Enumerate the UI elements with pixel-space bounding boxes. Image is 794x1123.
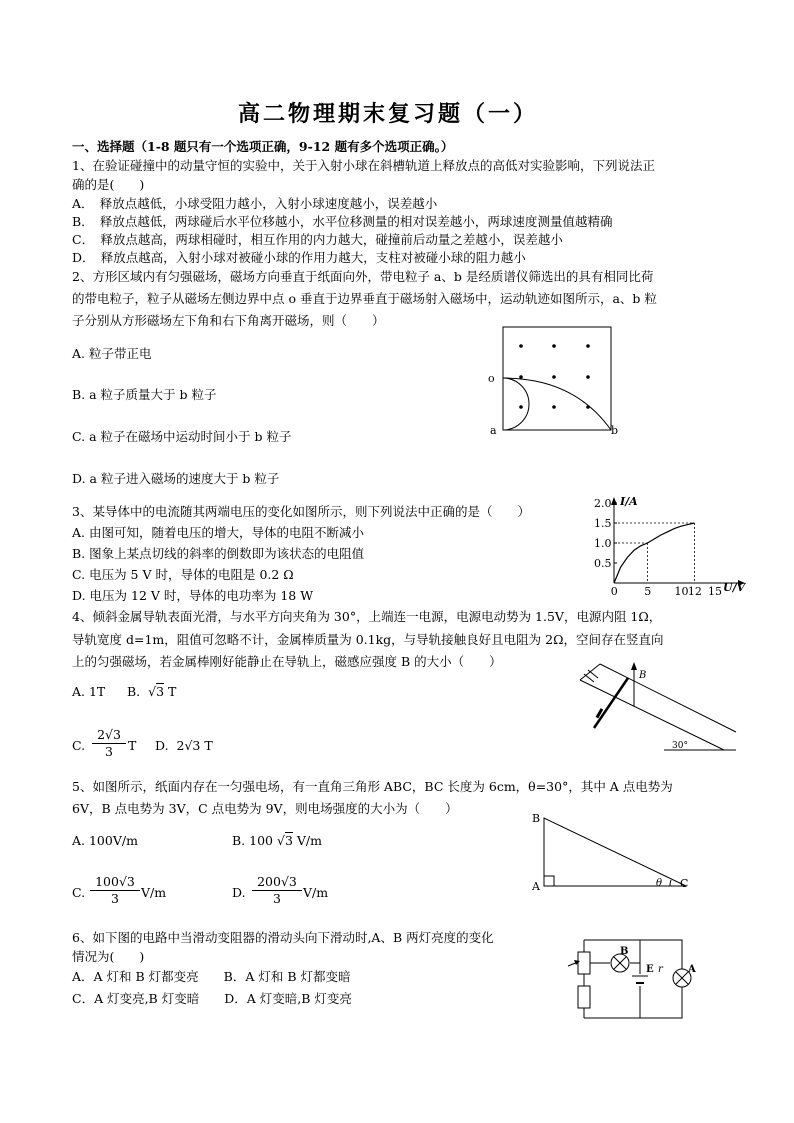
q5-option-c-fraction (90, 874, 140, 907)
q6-options-cd: C．A 灯变亮,B 灯变暗 D．A 灯变暗,B 灯变亮 (72, 991, 352, 1006)
fig-label-a: a (490, 424, 497, 437)
q3-option-b: B. 图象上某点切线的斜率的倒数即为该状态的电阻值 (72, 546, 365, 561)
fig-label-b: b (611, 424, 619, 437)
q4-option-b (127, 683, 176, 701)
q4-option-c-prefix: C. (72, 738, 86, 753)
q1-option-b: B． 释放点越低，两球碰后水平位移越小，水平位移测量的相对误差越小，两球速度测量值越精确 (72, 214, 613, 229)
magnetic-field-figure (484, 322, 624, 437)
x-axis-label: U/V (723, 581, 746, 594)
q2-option-a: A. 粒子带正电 (72, 346, 152, 361)
x-tick-label: 5 (644, 585, 652, 598)
q2-stem-line1: 2、方形区域内有匀强磁场，磁场方向垂直于纸面向外，带电粒子 a、b 是经质谱仪筛选出的具有相同比荷 (72, 269, 654, 284)
x-tick-label: 10 (674, 585, 689, 598)
q5-option-c-denominator: 3 (90, 890, 140, 907)
fig-label-angle: 30° (672, 741, 688, 751)
x-tick-label: 15 (708, 585, 722, 598)
q4-option-d-unit: T (204, 738, 213, 753)
q5-option-d-prefix: D. (232, 885, 246, 900)
q5-option-b-prefix: B. 100 (232, 833, 273, 848)
q4-option-a: A. 1T (72, 684, 106, 699)
triangle-figure (528, 810, 698, 892)
fig-label-c: C (680, 877, 689, 890)
y-axis-label: I/A (620, 495, 638, 508)
q4-option-c-denominator: 3 (92, 743, 126, 760)
q4-option-b-prefix: B. (127, 684, 141, 699)
q5-option-d-denominator: 3 (252, 890, 302, 907)
q2-stem-line3: 子分别从方形磁场左下角和右下角离开磁场，则（ ） (72, 313, 385, 328)
fig-label-lamp-b: B (620, 946, 629, 957)
q2-stem-line2: 的带电粒子，粒子从磁场左侧边界中点 o 垂直于边界垂直于磁场射入磁场中，运动轨迹如图所示，a、b 粒 (72, 291, 657, 306)
q6-stem-line1: 6、如下图的电路中当滑动变阻器的滑动头向下滑动时,A、B 两灯亮度的变化 (72, 930, 494, 945)
fig-label-b-field: B (639, 670, 647, 681)
q3-option-a: A. 由图可知，随着电压的增大，导体的电阻不断减小 (72, 525, 364, 540)
y-tick-label: 2.0 (594, 497, 612, 510)
q4-option-c-fraction (92, 727, 126, 760)
q4-stem-line3: 上的匀强磁场，若金属棒刚好能静止在导轨上，磁感应强度 B 的大小（ ） (72, 654, 502, 669)
q6-options-ab: A．A 灯和 B 灯都变亮 B．A 灯和 B 灯都变暗 (72, 969, 351, 984)
iv-curve (614, 523, 694, 583)
y-axis-arrow (611, 497, 617, 505)
q5-option-d-numerator: 200√3 (257, 874, 297, 889)
q4-stem-line2: 导轨宽度 d=1m，阻值可忽略不计，金属棒质量为 0.1kg，与导轨接触良好且电阻为 2Ω，空间存在竖直向 (72, 632, 664, 647)
q5-option-b (232, 832, 322, 850)
fig-label-theta: θ (656, 878, 663, 889)
page-title: 高二物理期末复习题（一） (238, 101, 539, 127)
x-tick-label: 12 (687, 585, 702, 598)
fig-label-emf: E (646, 964, 654, 975)
q1-stem-line1: 1、在验证碰撞中的动量守恒的实验中，关于入射小球在斜槽轨道上释放点的高低对实验影响，下列说法正 (72, 158, 655, 173)
q2-option-d: D. a 粒子进入磁场的速度大于 b 粒子 (72, 471, 280, 486)
q5-option-b-radicand: 3 (284, 833, 293, 848)
q3-stem: 3、某导体中的电流随其两端电压的变化如图所示，则下列说法中正确的是（ ） (72, 504, 530, 519)
q5-option-d-fraction (252, 874, 302, 907)
y-tick-label: 1.0 (594, 537, 612, 550)
y-tick-label: 1.5 (594, 517, 612, 530)
sqrt-sign: √ (148, 684, 157, 699)
q4-option-d-prefix: D. (155, 738, 169, 753)
q4-option-c-numerator: 2√3 (97, 727, 121, 742)
fig-label-o: o (488, 372, 495, 385)
q5-stem-line2: 6V，B 点电势为 3V，C 点电势为 9V，则电场强度的大小为（ ） (72, 801, 458, 816)
fig-label-lamp-a: A (688, 964, 696, 975)
q4-stem-line1: 4、倾斜金属导轨表面光滑，与水平方向夹角为 30°，上端连一电源，电源电动势为 1.5V，电源内阻 1Ω， (72, 609, 662, 624)
q1-option-c: C． 释放点越高，两球相碰时，相互作用的内力越大，碰撞前后动量之差越小，误差越小 (72, 232, 563, 247)
fig-label-b: B (532, 812, 541, 825)
y-tick-label: 0.5 (594, 557, 612, 570)
q1-option-d: D． 释放点越高，入射小球对被碰小球的作用力越大，支柱对被碰小球的阻力越小 (72, 250, 526, 265)
fig-label-a: A (532, 880, 540, 893)
inclined-rail-figure (564, 662, 744, 754)
q5-option-c-numerator: 100√3 (95, 874, 135, 889)
q4-option-d-value: 2√3 (176, 738, 201, 753)
circuit-figure (560, 934, 698, 1024)
fig-label-r: r (658, 964, 663, 975)
q3-option-d: D. 电压为 12 V 时，导体的电功率为 18 W (72, 588, 314, 603)
section-heading: 一、选择题（1-8 题只有一个选项正确，9-12 题有多个选项正确。） (72, 139, 454, 154)
q4-option-c-unit: T (128, 738, 137, 753)
q1-stem-line2: 确的是( ) (72, 177, 145, 192)
q6-stem-line2: 情况为( ) (72, 949, 145, 964)
q4-option-b-unit: T (168, 684, 177, 699)
q4-option-b-radicand: 3 (156, 684, 165, 699)
q5-option-b-unit: V/m (296, 833, 322, 848)
q2-option-b: B. a 粒子质量大于 b 粒子 (72, 387, 217, 402)
iv-chart (590, 495, 750, 600)
x-tick-label: 0 (610, 585, 618, 598)
q4-option-d (155, 737, 213, 755)
q5-option-c-prefix: C. (72, 885, 86, 900)
q5-option-a: A. 100V/m (72, 833, 138, 848)
q5-option-d-unit: V/m (303, 885, 329, 900)
q5-option-c-unit: V/m (141, 885, 167, 900)
sqrt-sign: √ (276, 833, 285, 848)
q3-option-c: C. 电压为 5 V 时，导体的电阻是 0.2 Ω (72, 567, 294, 582)
q1-option-a: A． 释放点越低，小球受阻力越小，入射小球速度越小，误差越小 (72, 196, 438, 211)
q2-option-c: C. a 粒子在磁场中运动时间小于 b 粒子 (72, 429, 292, 444)
q5-stem-line1: 5、如图所示，纸面内存在一匀强电场，有一直角三角形 ABC，BC 长度为 6cm，θ=30°，其中 A 点电势为 (72, 779, 673, 794)
